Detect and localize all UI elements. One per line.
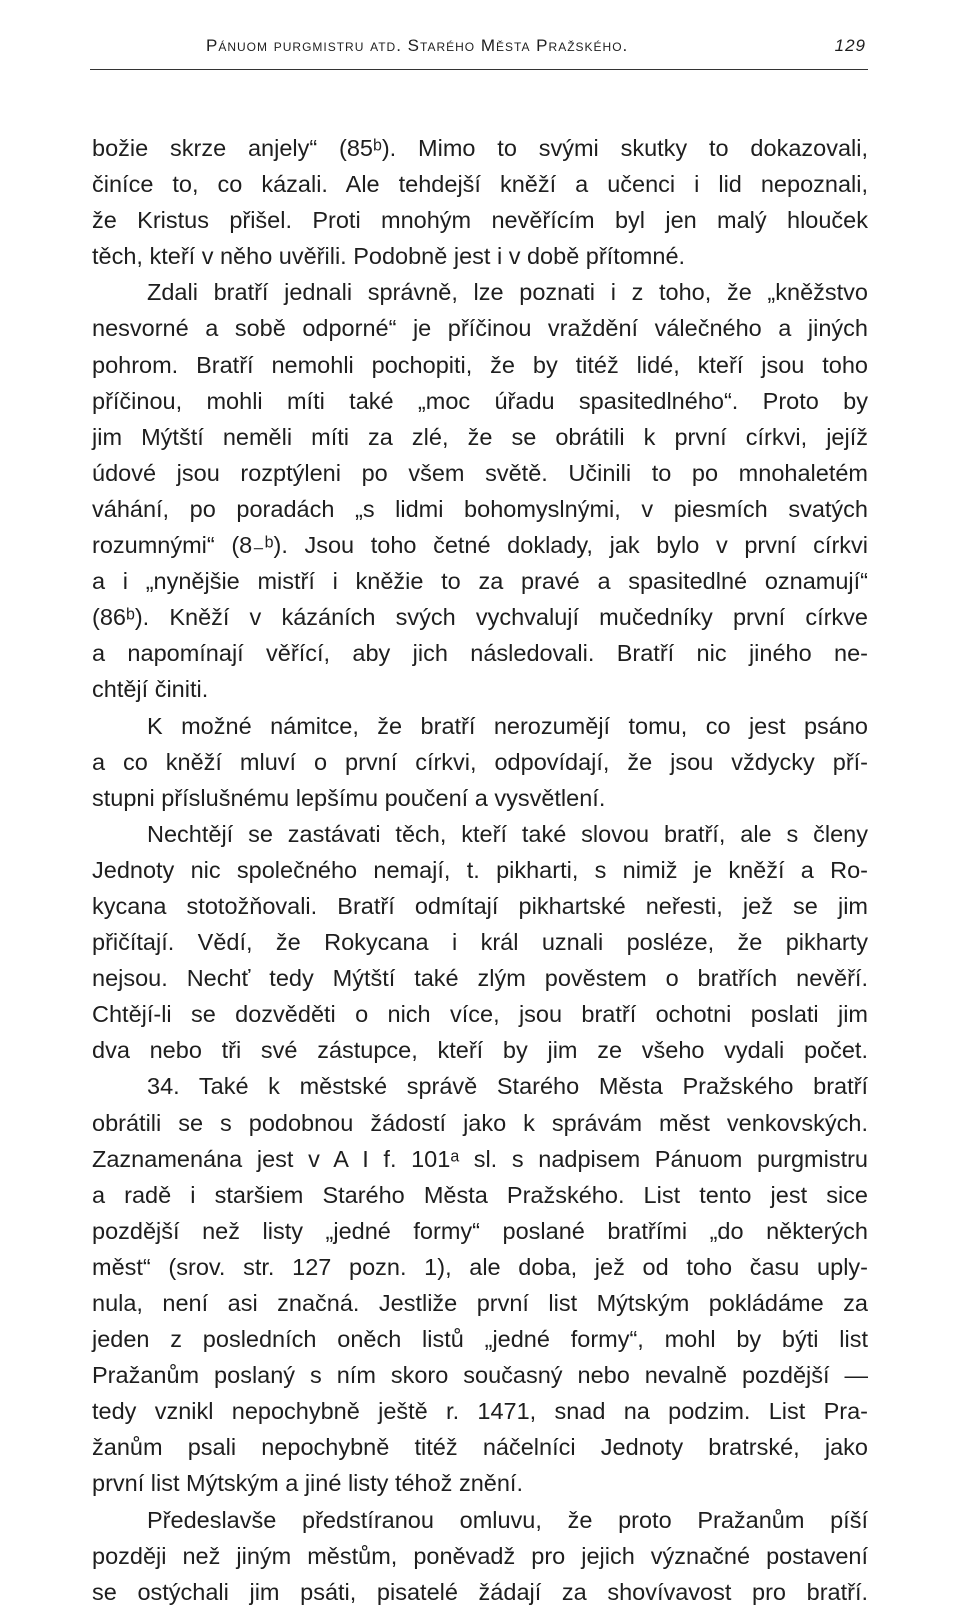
text-line: K možné námitce, že bratří nerozumějí tomu, co jest psáno (147, 712, 868, 739)
text-line: nejsou. Nechť tedy Mýtští také zlým pověstem o bratřích nevěří. (92, 965, 868, 992)
text-line: pozdější než listy „jedné formy“ poslané bratřími „do některých (92, 1217, 868, 1244)
text-line: Nechtějí se zastávati těch, kteří také slovou bratří, ale s členy (147, 820, 868, 847)
text-line: chtějí činiti. (92, 676, 209, 703)
text-line: Zdali bratří jednali správně, lze poznati i z toho, že „kněžstvo (147, 279, 868, 306)
text-line: (86ᵇ). Kněží v kázáních svých vychvalují mučedníky první církve (92, 604, 868, 631)
text-line: rozumnými“ (8₋ᵇ). Jsou toho četné doklady, jak bylo v první církvi (92, 532, 868, 559)
text-line: že Kristus přišel. Proti mnohým nevěřícím byl jen malý hlouček (92, 207, 868, 234)
text-line: jim Mýtští neměli míti za zlé, že se obrátili k první církvi, jejíž (92, 423, 868, 450)
text-line: tedy vznikl nepochybně ještě r. 1471, snad na podzim. List Pra- (92, 1398, 868, 1425)
text-line: Pražanům poslaný s ním skoro současný nebo nevalně pozdější — (92, 1362, 868, 1389)
running-header (90, 36, 870, 66)
text-line: dva nebo tři své zástupce, kteří by jim ze všeho vydali počet. (92, 1037, 868, 1064)
running-title: Pánuom purgmistru atd. Starého Města Pražského. (206, 36, 629, 55)
text-line: Jednoty nic společného nemají, t. pikharti, s nimiž je kněží a Ro- (92, 856, 868, 883)
text-line: nula, není asi značná. Jestliže první list Mýtským pokládáme za (92, 1290, 868, 1316)
body-text (92, 130, 868, 1610)
text-line: první list Mýtským a jiné listy téhož znění. (92, 1470, 523, 1497)
text-line: nesvorné a sobě odporné“ je příčinou vraždění válečného a jiných (92, 315, 868, 342)
text-line: božie skrze anjely“ (85ᵇ). Mimo to svými skutky to dokazovali, (92, 135, 868, 161)
header-rule (90, 69, 868, 70)
page-number: 129 (834, 36, 866, 55)
text-line: činíce to, co kázali. Ale tehdejší kněží a učenci i lid nepoznali, (92, 171, 868, 198)
text-line: přičítají. Vědí, že Rokycana i král uznali posléze, že pikharty (92, 929, 868, 956)
text-line: Zaznamenána jest v A I f. 101ᵃ sl. s nadpisem Pánuom purgmistru (92, 1145, 868, 1172)
text-line: příčinou, mohli míti také „moc úřadu spasitedlného“. Proto by (92, 387, 868, 414)
text-line: údové jsou rozptýleni po všem světě. Učinili to po mnohaletém (92, 459, 868, 486)
text-line: a radě i staršiem Starého Města Pražského. List tento jest sice (92, 1181, 868, 1208)
text-line: těch, kteří v něho uvěřili. Podobně jest i v době přítomné. (92, 243, 686, 270)
text-line: kycana stotožňovali. Bratří odmítají pikhartské neřesti, jež se jim (92, 892, 868, 919)
text-line: měst“ (srov. str. 127 pozn. 1), ale doba, jež od toho času uply- (92, 1253, 868, 1280)
text-line: a i „nynějšie mistří i kněžie to za pravé a spasitedlné oznamují“ (92, 568, 868, 595)
text-line: se ostýchali jim psáti, pisatelé žádají za shovívavost pro bratří. (92, 1578, 868, 1605)
text-line: váhání, po poradách „s lidmi bohomyslnými, v piesmích svatých (92, 495, 868, 522)
text-line: později než jiným městům, poněvadž pro jejich význačné postavení (92, 1542, 868, 1569)
text-line: a napomínají věřící, aby jich následovali. Bratří nic jiného ne- (92, 640, 868, 667)
text-line: obrátili se s podobnou žádostí jako k správám měst venkovských. (92, 1109, 868, 1136)
text-line: žanům psali nepochybně titéž náčelníci Jednoty bratrské, jako (92, 1434, 868, 1461)
text-line: Předeslavše předstíranou omluvu, že proto Pražanům píší (147, 1506, 868, 1533)
text-line: stupni příslušnému lepšímu poučení a vysvětlení. (92, 784, 606, 811)
text-line: 34. Také k městské správě Starého Města Pražského bratří (147, 1073, 868, 1100)
text-line: Chtějí-li se dozvěděti o nich více, jsou bratří ochotni poslati jim (92, 1001, 868, 1028)
text-line: jeden z posledních oněch listů „jedné formy“, mohl by býti list (92, 1326, 868, 1353)
text-line: pohrom. Bratří nemohli pochopiti, že by titéž lidé, kteří jsou toho (92, 351, 868, 378)
text-line: a co kněží mluví o první církvi, odpovídají, že jsou vždycky pří- (92, 748, 868, 775)
